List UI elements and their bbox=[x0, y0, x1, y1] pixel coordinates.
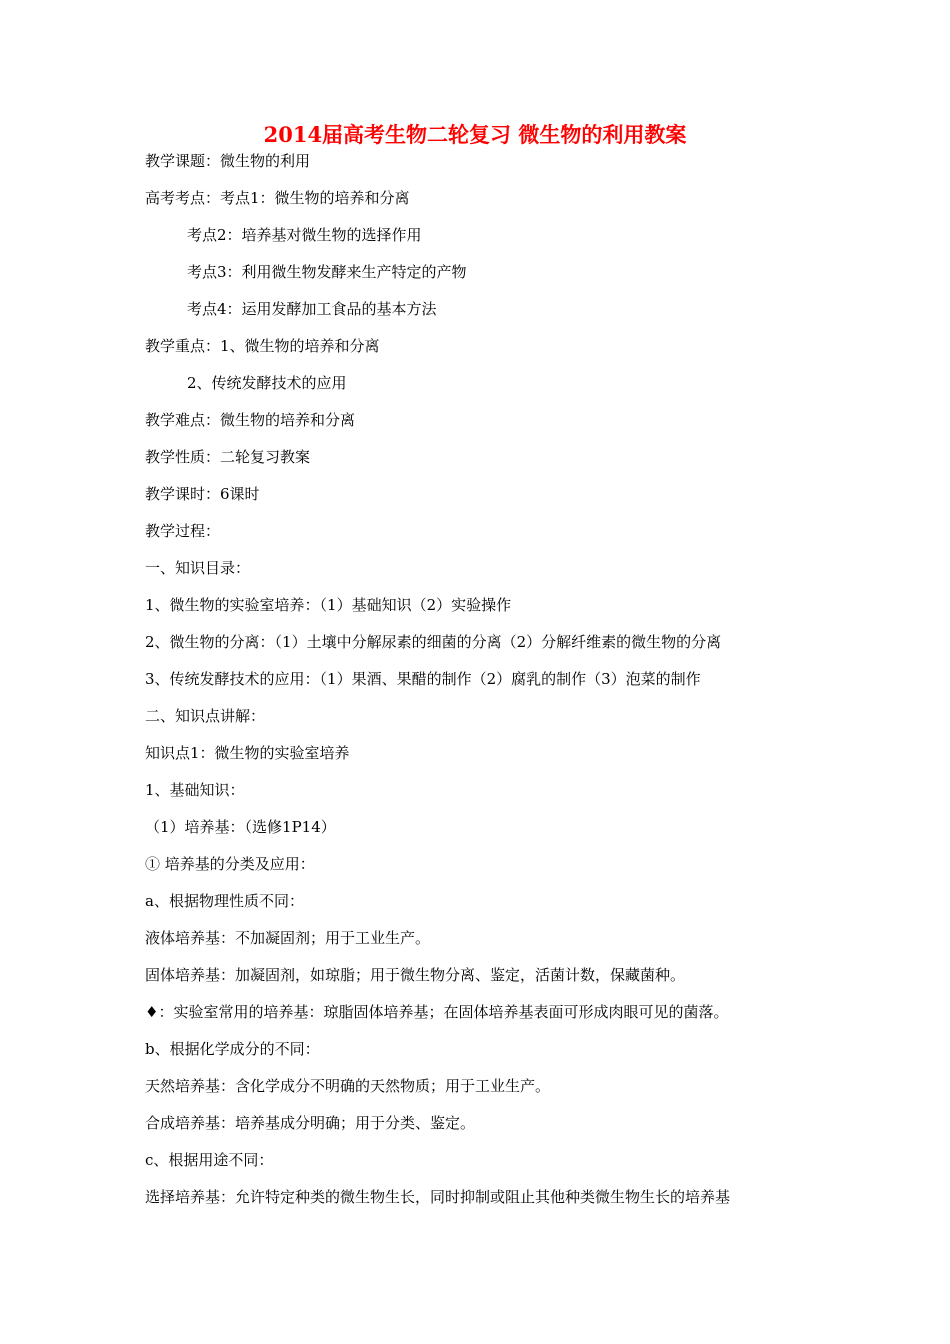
paragraph-line: 教学重点：1、微生物的培养和分离 bbox=[145, 337, 380, 355]
paragraph-line: 固体培养基：加凝固剂，如琼脂；用于微生物分离、鉴定，活菌计数，保藏菌种。 bbox=[145, 966, 686, 984]
paragraph-line: 教学过程： bbox=[145, 522, 221, 540]
paragraph-line: 合成培养基：培养基成分明确；用于分类、鉴定。 bbox=[145, 1114, 476, 1132]
paragraph-line: b、根据化学成分的不同： bbox=[145, 1040, 320, 1058]
paragraph-line: 一、知识目录： bbox=[145, 559, 251, 577]
paragraph-line: 教学课题：微生物的利用 bbox=[145, 152, 311, 170]
paragraph-line: 液体培养基：不加凝固剂；用于工业生产。 bbox=[145, 929, 431, 947]
paragraph-line: ① 培养基的分类及应用： bbox=[145, 855, 315, 873]
paragraph-line: 二、知识点讲解： bbox=[145, 707, 266, 725]
paragraph-line: 天然培养基：含化学成分不明确的天然物质；用于工业生产。 bbox=[145, 1077, 551, 1095]
paragraph-line: （1）培养基：（选修1P14） bbox=[145, 818, 336, 836]
paragraph-line: 考点3：利用微生物发酵来生产特定的产物 bbox=[187, 263, 467, 281]
paragraph-line: a、根据物理性质不同： bbox=[145, 892, 304, 910]
paragraph-line: 2、微生物的分离：（1）土壤中分解尿素的细菌的分离（2）分解纤维素的微生物的分离 bbox=[145, 633, 722, 651]
paragraph-line: 3、传统发酵技术的应用：（1）果酒、果醋的制作（2）腐乳的制作（3）泡菜的制作 bbox=[145, 670, 701, 688]
paragraph-line: 1、基础知识： bbox=[145, 781, 245, 799]
paragraph-line: 知识点1：微生物的实验室培养 bbox=[145, 744, 350, 762]
paragraph-line: 教学课时：6课时 bbox=[145, 485, 260, 503]
paragraph-line: 教学性质：二轮复习教案 bbox=[145, 448, 311, 466]
paragraph-line: 高考考点：考点1：微生物的培养和分离 bbox=[145, 189, 410, 207]
paragraph-line: ♦：实验室常用的培养基：琼脂固体培养基；在固体培养基表面可形成肉眼可见的菌落。 bbox=[145, 1003, 729, 1021]
paragraph-line: 2、传统发酵技术的应用 bbox=[187, 374, 347, 392]
document-title: 2014届高考生物二轮复习 微生物的利用教案 bbox=[263, 122, 687, 147]
paragraph-line: 考点4：运用发酵加工食品的基本方法 bbox=[187, 300, 437, 318]
paragraph-line: c、根据用途不同： bbox=[145, 1151, 274, 1169]
paragraph-line: 1、微生物的实验室培养：（1）基础知识（2）实验操作 bbox=[145, 596, 512, 614]
document-body bbox=[145, 147, 825, 1220]
paragraph-line: 教学难点：微生物的培养和分离 bbox=[145, 411, 356, 429]
paragraph-line: 考点2：培养基对微生物的选择作用 bbox=[187, 226, 422, 244]
paragraph-line: 选择培养基：允许特定种类的微生物生长，同时抑制或阻止其他种类微生物生长的培养基 bbox=[145, 1188, 731, 1206]
